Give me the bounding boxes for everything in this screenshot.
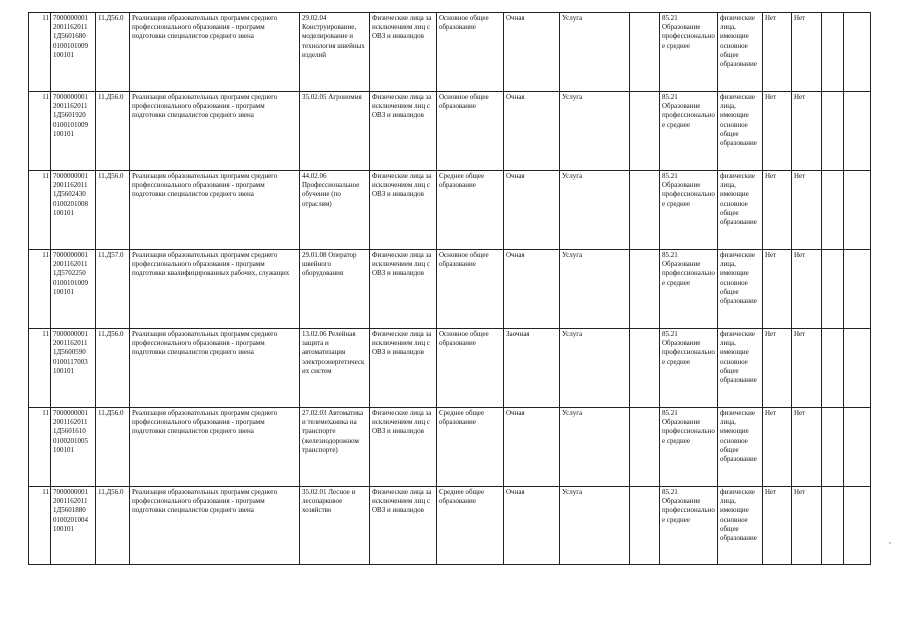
program-name-cell: Реализация образовательных программ среднего профессионального образования - программ подготовки специалистов среднего звена [130, 408, 300, 487]
study-form-cell: Очная [504, 250, 560, 329]
empty-cell [630, 13, 660, 92]
registry-code-line: 2001162011 [53, 102, 88, 111]
recipients-cell: физические лица, имеющие основное общее образование [718, 13, 763, 92]
flag-extra-cell: Нет [792, 329, 822, 408]
service-form-code-cell: 11.Д56.0 [96, 329, 130, 408]
registry-code-cell [51, 487, 96, 565]
flag-paid-cell: Нет [763, 171, 792, 250]
registry-code-line: 2001162011 [53, 339, 88, 348]
registry-code-line: 100101 [53, 208, 74, 217]
specialty-cell: 13.02.06 Релейная защита и автоматизация электроэнергетических систем [300, 329, 370, 408]
flag-paid-cell: Нет [763, 329, 792, 408]
registry-code-line: 0100117003 [53, 357, 88, 366]
specialty-cell: 29.02.04 Конструирование, моделирование и технология швейных изделий [300, 13, 370, 92]
recipients-cell: физические лица, имеющие основное общее образование [718, 250, 763, 329]
registry-code-line: 100101 [53, 50, 74, 59]
registry-code-line: 100101 [53, 445, 74, 454]
registry-code-line: 1Д5601680 [53, 32, 86, 41]
table-body [29, 13, 871, 565]
empty-cell [822, 171, 844, 250]
registry-code-cell [51, 92, 96, 171]
flag-extra-cell: Нет [792, 408, 822, 487]
okved-cell: 85.21 Образование профессиональное среднее [660, 487, 718, 565]
empty-cell [844, 171, 871, 250]
registry-code-line: 2001162011 [53, 23, 88, 32]
flag-extra-cell: Нет [792, 92, 822, 171]
empty-cell [630, 487, 660, 565]
flag-extra-cell: Нет [792, 487, 822, 565]
registry-code-line: 1Д5702250 [53, 269, 86, 278]
service-form-code-cell: 11.Д57.0 [96, 250, 130, 329]
specialty-cell: 44.02.06 Профессиональное обучение (по отраслям) [300, 171, 370, 250]
registry-code-line: 100101 [53, 524, 74, 533]
registry-code-line: 100101 [53, 287, 74, 296]
consumer-category-cell: Физические лица за исключением лиц с ОВЗ и инвалидов [370, 408, 437, 487]
education-level-cell: Среднее общее образование [437, 171, 504, 250]
empty-cell [844, 13, 871, 92]
education-level-cell: Основное общее образование [437, 329, 504, 408]
flag-paid-cell: Нет [763, 13, 792, 92]
registry-code-line: 7000000001 [53, 93, 88, 101]
okved-cell: 85.21 Образование профессиональное среднее [660, 171, 718, 250]
registry-code-line: 7000000001 [53, 330, 88, 338]
empty-cell [822, 329, 844, 408]
registry-code-line: 0100201004 [53, 515, 88, 524]
empty-cell [822, 487, 844, 565]
education-level-cell: Основное общее образование [437, 92, 504, 171]
service-kind-cell: Услуга [560, 250, 630, 329]
service-form-code-cell: 11.Д56.0 [96, 408, 130, 487]
service-form-code-cell: 11.Д56.0 [96, 13, 130, 92]
program-name-cell: Реализация образовательных программ среднего профессионального образования - программ подготовки специалистов среднего звена [130, 13, 300, 92]
service-kind-cell: Услуга [560, 487, 630, 565]
empty-cell [822, 92, 844, 171]
row-number-cell: 11 [29, 250, 51, 329]
registry-code-cell [51, 329, 96, 408]
education-level-cell: Среднее общее образование [437, 408, 504, 487]
registry-code-line: 7000000001 [53, 409, 88, 417]
consumer-category-cell: Физические лица за исключением лиц с ОВЗ и инвалидов [370, 487, 437, 565]
registry-code-line: 2001162011 [53, 418, 88, 427]
registry-code-line: 7000000001 [53, 488, 88, 496]
registry-code-line: 1Д5600590 [53, 348, 86, 357]
table-row [29, 487, 871, 565]
registry-code-line: 1Д5601610 [53, 427, 86, 436]
flag-extra-cell: Нет [792, 13, 822, 92]
service-form-code-cell: 11.Д56.0 [96, 92, 130, 171]
registry-code-line: 2001162011 [53, 181, 88, 190]
row-number-cell: 11 [29, 487, 51, 565]
consumer-category-cell: Физические лица за исключением лиц с ОВЗ и инвалидов [370, 329, 437, 408]
row-number-cell: 11 [29, 171, 51, 250]
service-kind-cell: Услуга [560, 329, 630, 408]
registry-code-line: 2001162011 [53, 260, 88, 269]
table-row [29, 408, 871, 487]
okved-cell: 85.21 Образование профессиональное среднее [660, 13, 718, 92]
program-name-cell: Реализация образовательных программ среднего профессионального образования - программ подготовки специалистов среднего звена [130, 487, 300, 565]
table-row [29, 13, 871, 92]
registry-code-line: 0100201008 [53, 199, 88, 208]
row-number-cell: 11 [29, 329, 51, 408]
study-form-cell: Заочная [504, 329, 560, 408]
service-form-code-cell: 11.Д56.0 [96, 487, 130, 565]
program-name-cell: Реализация образовательных программ среднего профессионального образования - программ подготовки квалифицированных рабочих, служащих [130, 250, 300, 329]
flag-paid-cell: Нет [763, 408, 792, 487]
program-name-cell: Реализация образовательных программ среднего профессионального образования - программ подготовки специалистов среднего звена [130, 92, 300, 171]
registry-code-line: 7000000001 [53, 172, 88, 180]
registry-code-line: 100101 [53, 366, 74, 375]
registry-code-cell [51, 408, 96, 487]
empty-cell [844, 487, 871, 565]
flag-paid-cell: Нет [763, 487, 792, 565]
service-kind-cell: Услуга [560, 92, 630, 171]
empty-cell [630, 329, 660, 408]
service-kind-cell: Услуга [560, 171, 630, 250]
recipients-cell: физические лица, имеющие основное общее образование [718, 408, 763, 487]
program-name-cell: Реализация образовательных программ среднего профессионального образования - программ подготовки специалистов среднего звена [130, 171, 300, 250]
registry-code-line: 0100101009 [53, 278, 88, 287]
empty-cell [630, 250, 660, 329]
recipients-cell: физические лица, имеющие основное общее образование [718, 171, 763, 250]
consumer-category-cell: Физические лица за исключением лиц с ОВЗ и инвалидов [370, 92, 437, 171]
service-kind-cell: Услуга [560, 13, 630, 92]
scan-mark: , [889, 536, 891, 545]
row-number-cell: 11 [29, 13, 51, 92]
education-level-cell: Основное общее образование [437, 13, 504, 92]
table-row [29, 171, 871, 250]
registry-code-line: 0100101009 [53, 41, 88, 50]
study-form-cell: Очная [504, 13, 560, 92]
table-row [29, 250, 871, 329]
flag-extra-cell: Нет [792, 171, 822, 250]
table-row [29, 329, 871, 408]
flag-paid-cell: Нет [763, 250, 792, 329]
study-form-cell: Очная [504, 408, 560, 487]
flag-extra-cell: Нет [792, 250, 822, 329]
study-form-cell: Очная [504, 92, 560, 171]
registry-code-line: 1Д5602430 [53, 190, 86, 199]
registry-code-line: 7000000001 [53, 251, 88, 259]
empty-cell [630, 92, 660, 171]
registry-code-cell [51, 171, 96, 250]
row-number-cell: 11 [29, 92, 51, 171]
specialty-cell: 29.01.08 Оператор швейного оборудования [300, 250, 370, 329]
recipients-cell: физические лица, имеющие основное общее образование [718, 329, 763, 408]
registry-code-line: 0100101009 [53, 120, 88, 129]
registry-code-line: 7000000001 [53, 14, 88, 22]
row-number-cell: 11 [29, 408, 51, 487]
empty-cell [630, 171, 660, 250]
study-form-cell: Очная [504, 487, 560, 565]
consumer-category-cell: Физические лица за исключением лиц с ОВЗ и инвалидов [370, 250, 437, 329]
registry-code-line: 1Д5601920 [53, 111, 86, 120]
consumer-category-cell: Физические лица за исключением лиц с ОВЗ и инвалидов [370, 13, 437, 92]
study-form-cell: Очная [504, 171, 560, 250]
specialty-cell: 27.02.03 Автоматика и телемеханика на транспорте (железнодорожном транспорте) [300, 408, 370, 487]
registry-page [28, 12, 870, 564]
empty-cell [844, 408, 871, 487]
empty-cell [630, 408, 660, 487]
education-level-cell: Основное общее образование [437, 250, 504, 329]
registry-code-cell [51, 13, 96, 92]
okved-cell: 85.21 Образование профессиональное среднее [660, 92, 718, 171]
specialty-cell: 35.02.01 Лесное и лесопарковое хозяйство [300, 487, 370, 565]
empty-cell [822, 408, 844, 487]
consumer-category-cell: Физические лица за исключением лиц с ОВЗ и инвалидов [370, 171, 437, 250]
flag-paid-cell: Нет [763, 92, 792, 171]
okved-cell: 85.21 Образование профессиональное среднее [660, 329, 718, 408]
empty-cell [822, 250, 844, 329]
registry-code-line: 100101 [53, 129, 74, 138]
empty-cell [822, 13, 844, 92]
recipients-cell: физические лица, имеющие основное общее образование [718, 487, 763, 565]
registry-code-cell [51, 250, 96, 329]
program-name-cell: Реализация образовательных программ среднего профессионального образования - программ подготовки специалистов среднего звена [130, 329, 300, 408]
services-registry-table [28, 12, 871, 565]
empty-cell [844, 250, 871, 329]
education-level-cell: Среднее общее образование [437, 487, 504, 565]
registry-code-line: 1Д5601880 [53, 506, 86, 515]
empty-cell [844, 329, 871, 408]
table-row [29, 92, 871, 171]
okved-cell: 85.21 Образование профессиональное среднее [660, 250, 718, 329]
service-kind-cell: Услуга [560, 408, 630, 487]
registry-code-line: 0100201005 [53, 436, 88, 445]
okved-cell: 85.21 Образование профессиональное среднее [660, 408, 718, 487]
registry-code-line: 2001162011 [53, 497, 88, 506]
specialty-cell: 35.02.05 Агрономия [300, 92, 370, 171]
empty-cell [844, 92, 871, 171]
recipients-cell: физические лица, имеющие основное общее образование [718, 92, 763, 171]
service-form-code-cell: 11.Д56.0 [96, 171, 130, 250]
